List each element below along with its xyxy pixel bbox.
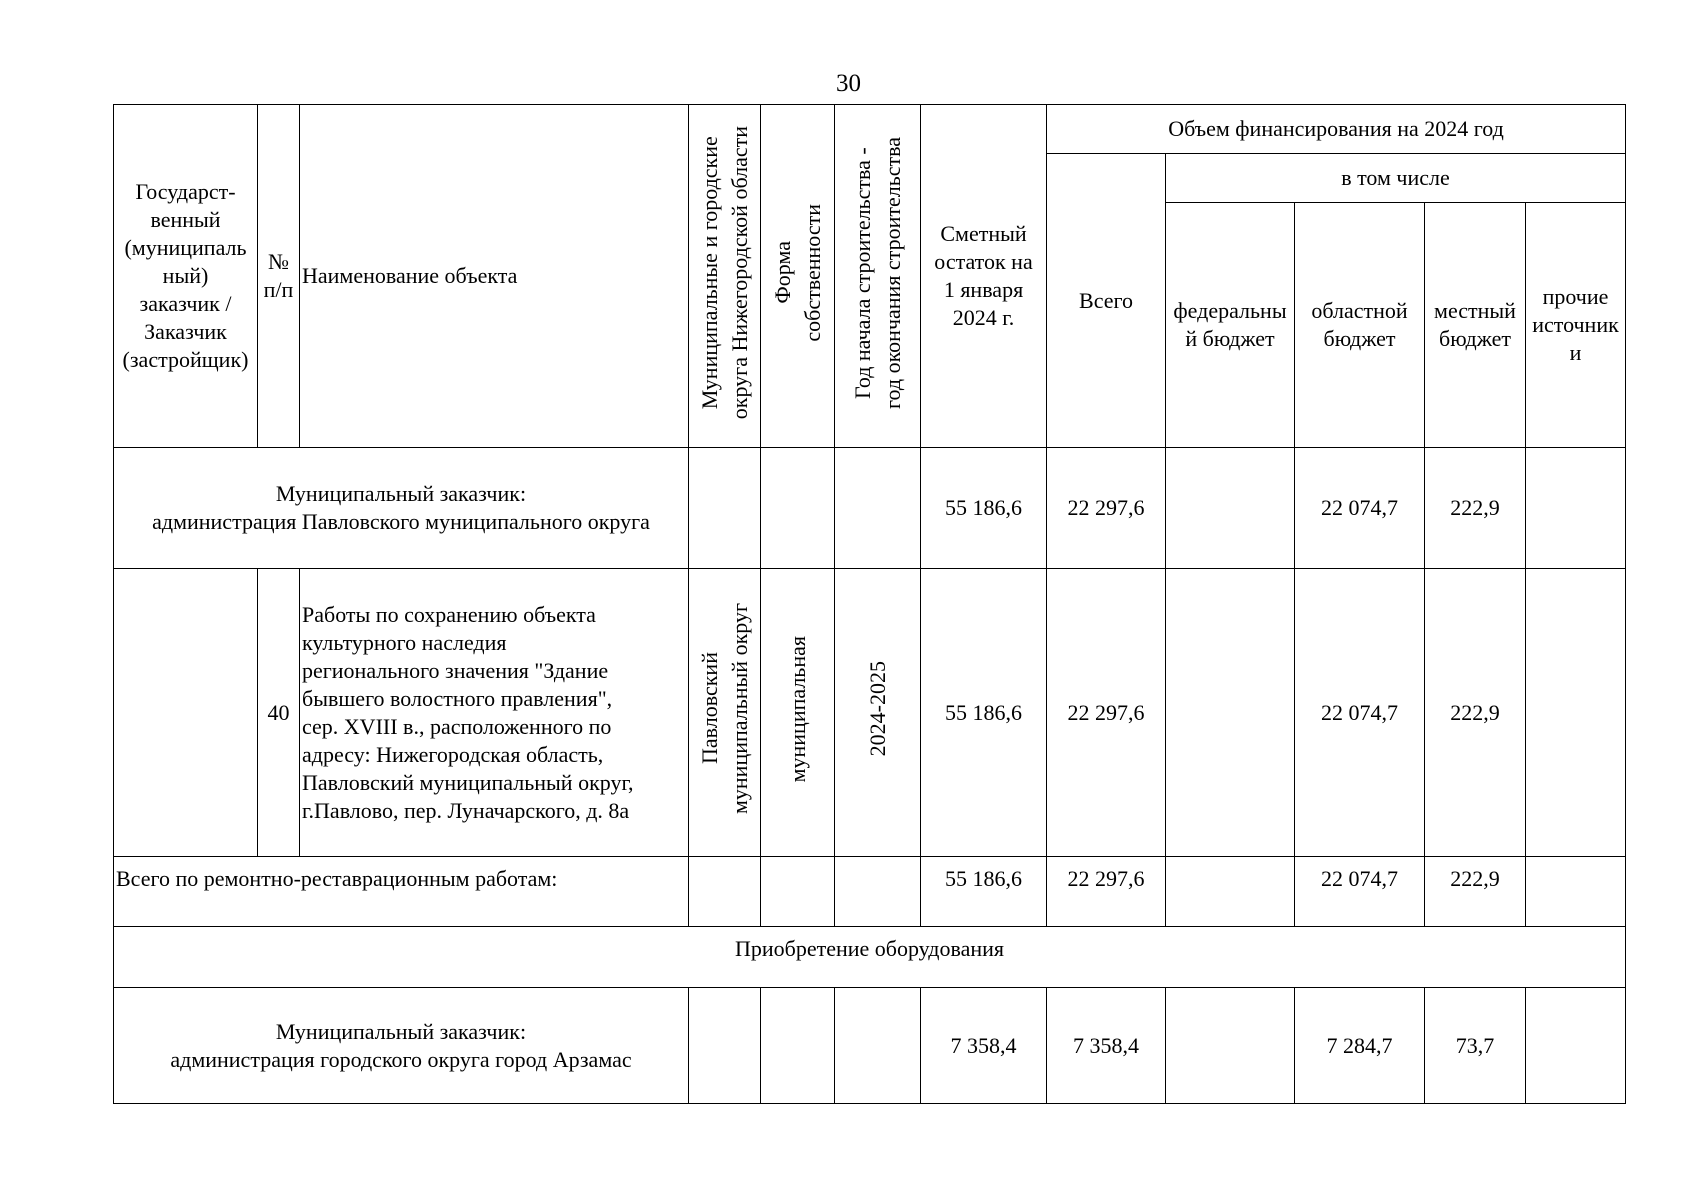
local-cell: 222,9 <box>1425 569 1526 857</box>
header-years: Год начала строительства - год окончания строительства <box>835 105 921 448</box>
header-balance: Сметный остаток на 1 января 2024 г. <box>921 105 1047 448</box>
table-row <box>114 857 1626 927</box>
header-customer: Государст- венный (муниципаль ный) заказчик / Заказчик (застройщик) <box>114 105 258 448</box>
federal-cell <box>1166 448 1295 569</box>
local-cell: 73,7 <box>1425 988 1526 1104</box>
header-other: прочие источник и <box>1526 203 1626 448</box>
header-ownership: Форма собственности <box>761 105 835 448</box>
federal-cell <box>1166 988 1295 1104</box>
regional-cell: 7 284,7 <box>1295 988 1425 1104</box>
object-name: Работы по сохранению объекта культурного наследия регионального значения "Здание бывшего волостного правления", сер. XVIII в., расположенного по адресу: Нижегородская область, Павловский муниципальный округ, г.Павлово, пер. Луначарского, д. 8а <box>300 569 689 857</box>
local-cell: 222,9 <box>1425 857 1526 927</box>
balance-cell: 55 186,6 <box>921 569 1047 857</box>
customer-label: Муниципальный заказчик: администрация городского округа город Арзамас <box>114 988 689 1104</box>
total-cell: 22 297,6 <box>1047 569 1166 857</box>
header-local: местный бюджет <box>1425 203 1526 448</box>
local-cell: 222,9 <box>1425 448 1526 569</box>
table-row <box>114 988 1626 1104</box>
total-cell: 22 297,6 <box>1047 448 1166 569</box>
page-number: 30 <box>836 70 861 97</box>
header-total: Всего <box>1047 154 1166 448</box>
other-cell <box>1526 448 1626 569</box>
balance-cell: 55 186,6 <box>921 448 1047 569</box>
investment-table <box>113 104 1626 1104</box>
district-cell: Павловский муниципальный округ <box>689 569 761 857</box>
subtotal-label: Всего по ремонтно-реставрационным работам: <box>114 857 689 927</box>
header-num: № п/п <box>258 105 300 448</box>
regional-cell: 22 074,7 <box>1295 569 1425 857</box>
header-object-name: Наименование объекта <box>300 105 689 448</box>
header-federal: федеральны й бюджет <box>1166 203 1295 448</box>
header-districts: Муниципальные и городские округа Нижегородской области <box>689 105 761 448</box>
regional-cell: 22 074,7 <box>1295 448 1425 569</box>
balance-cell: 55 186,6 <box>921 857 1047 927</box>
customer-label: Муниципальный заказчик: администрация Павловского муниципального округа <box>114 448 689 569</box>
other-cell <box>1526 569 1626 857</box>
section-row <box>114 927 1626 988</box>
table-row <box>114 448 1626 569</box>
table-row <box>114 569 1626 857</box>
row-number: 40 <box>258 569 300 857</box>
federal-cell <box>1166 569 1295 857</box>
total-cell: 7 358,4 <box>1047 988 1166 1104</box>
balance-cell: 7 358,4 <box>921 988 1047 1104</box>
header-including: в том числе <box>1166 154 1626 203</box>
regional-cell: 22 074,7 <box>1295 857 1425 927</box>
years-cell: 2024-2025 <box>835 569 921 857</box>
federal-cell <box>1166 857 1295 927</box>
ownership-cell: муниципальная <box>761 569 835 857</box>
other-cell <box>1526 988 1626 1104</box>
total-cell: 22 297,6 <box>1047 857 1166 927</box>
header-regional: областной бюджет <box>1295 203 1425 448</box>
section-title: Приобретение оборудования <box>114 927 1626 988</box>
other-cell <box>1526 857 1626 927</box>
header-funding-title: Объем финансирования на 2024 год <box>1047 105 1626 154</box>
